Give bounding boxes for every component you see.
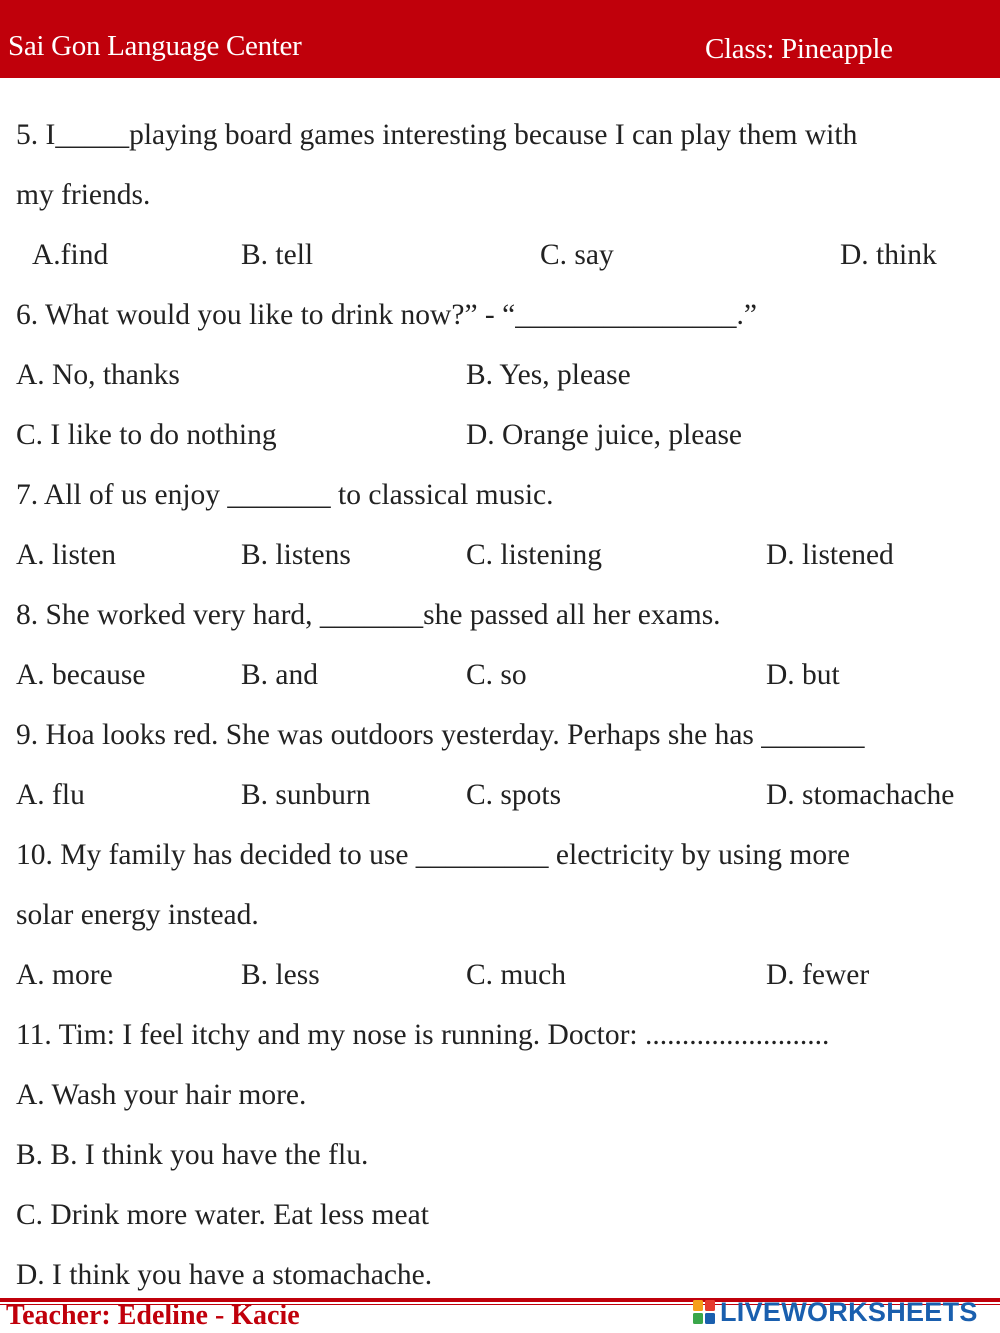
q6-option-a[interactable]: A. No, thanks bbox=[16, 359, 180, 391]
question-10-text: 10. My family has decided to use _________ electricity by using more bbox=[16, 839, 851, 871]
question-9-text: 9. Hoa looks red. She was outdoors yesterday. Perhaps she has _______ bbox=[16, 719, 865, 751]
q5-option-a[interactable]: A.find bbox=[32, 239, 109, 271]
question-6-text: 6. What would you like to drink now?” - “_______________.” bbox=[16, 299, 757, 331]
teacher-name: Teacher: Edeline - Kacie bbox=[6, 1300, 300, 1331]
q11-option-d[interactable]: D. I think you have a stomachache. bbox=[16, 1259, 433, 1291]
q11-option-b[interactable]: B. B. I think you have the flu. bbox=[16, 1139, 369, 1171]
q9-option-b[interactable]: B. sunburn bbox=[241, 779, 371, 811]
liveworksheets-text: LIVEWORKSHEETS bbox=[720, 1296, 978, 1327]
question-7-text: 7. All of us enjoy _______ to classical music. bbox=[16, 479, 554, 511]
q10-option-d[interactable]: D. fewer bbox=[766, 959, 870, 991]
q8-option-d[interactable]: D. but bbox=[766, 659, 840, 691]
q6-option-c[interactable]: C. I like to do nothing bbox=[16, 419, 277, 451]
q9-option-d[interactable]: D. stomachache bbox=[766, 779, 955, 811]
logo-square-1 bbox=[693, 1300, 703, 1311]
q11-option-a[interactable]: A. Wash your hair more. bbox=[16, 1079, 307, 1111]
q7-option-d[interactable]: D. listened bbox=[766, 539, 894, 571]
logo-square-2 bbox=[705, 1300, 715, 1311]
logo-square-3 bbox=[693, 1313, 703, 1324]
q7-option-c[interactable]: C. listening bbox=[466, 539, 603, 571]
q7-option-b[interactable]: B. listens bbox=[241, 539, 351, 571]
q8-option-a[interactable]: A. because bbox=[16, 659, 146, 691]
q11-option-c[interactable]: C. Drink more water. Eat less meat bbox=[16, 1199, 429, 1231]
logo-square-4 bbox=[705, 1313, 715, 1324]
question-10-text-cont: solar energy instead. bbox=[16, 899, 259, 931]
q6-option-b[interactable]: B. Yes, please bbox=[466, 359, 631, 391]
q6-option-d[interactable]: D. Orange juice, please bbox=[466, 419, 743, 451]
q5-option-d[interactable]: D. think bbox=[840, 239, 937, 271]
q7-option-a[interactable]: A. listen bbox=[16, 539, 116, 571]
q10-option-c[interactable]: C. much bbox=[466, 959, 566, 991]
q9-option-a[interactable]: A. flu bbox=[16, 779, 85, 811]
liveworksheets-logo-icon bbox=[692, 1299, 716, 1325]
q5-option-b[interactable]: B. tell bbox=[241, 239, 314, 271]
liveworksheets-brand[interactable] bbox=[692, 1296, 978, 1328]
school-name: Sai Gon Language Center bbox=[8, 30, 302, 62]
q9-option-c[interactable]: C. spots bbox=[466, 779, 562, 811]
q8-option-b[interactable]: B. and bbox=[241, 659, 319, 691]
q10-option-a[interactable]: A. more bbox=[16, 959, 113, 991]
question-5-text-cont: my friends. bbox=[16, 179, 151, 211]
question-8-text: 8. She worked very hard, _______she passed all her exams. bbox=[16, 599, 721, 631]
question-5-text: 5. I_____playing board games interesting because I can play them with bbox=[16, 119, 858, 151]
header-bar bbox=[0, 0, 1000, 78]
q5-option-c[interactable]: C. say bbox=[540, 239, 614, 271]
q10-option-b[interactable]: B. less bbox=[241, 959, 320, 991]
q8-option-c[interactable]: C. so bbox=[466, 659, 527, 691]
class-label: Class: Pineapple bbox=[705, 33, 893, 65]
question-11-text: 11. Tim: I feel itchy and my nose is running. Doctor: ......................... bbox=[16, 1019, 830, 1051]
